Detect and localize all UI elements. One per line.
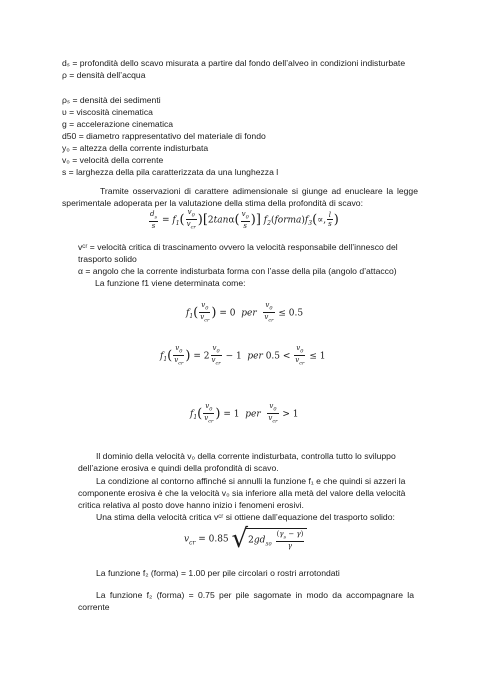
f1-intro: La funzione f1 viene determinata come: <box>95 278 246 288</box>
alpha-definition: α = angolo che la corrente indisturbata forma con l’asse della pila (angolo d’attacco) <box>78 266 397 276</box>
f2-shaped-piers-line-2: corrente <box>78 602 110 612</box>
definition-d50: d50 = diametro rappresentativo del materiale di fondo <box>62 131 266 141</box>
paragraph-2-line-6: Una stima della velocità critica vᶜʳ si ottiene dall’equazione del trasporto solido: <box>96 512 395 522</box>
paragraph-1-line-1: Tramite osservazioni di carattere adimensionale si giunge ad enucleare la legge <box>100 186 418 196</box>
equation-f1-case-1: $f_1$( $\frac{v_0}{v_{cr}}$ ) = 0 per $\frac{v_0}{v_{cr}}$ ≤ 0.5 <box>186 301 304 324</box>
definition-rhos: ρₛ = densità dei sedimenti <box>62 95 161 105</box>
definition-v0: v₀ = velocità della corrente <box>62 155 164 165</box>
definition-rho: ρ = densità dell’acqua <box>62 70 146 80</box>
vcr-definition-line-1: vᶜʳ = velocità critica di trascinamento ovvero la velocità responsabile dell’innesco del <box>78 242 398 252</box>
f2-shaped-piers-line-1: La funzione f₂ (forma) = 0.75 per pile sagomate in modo da accompagnare la <box>96 590 414 600</box>
definition-nu: υ = viscosità cinematica <box>62 107 153 117</box>
paragraph-2-line-3: La condizione al contorno affinché si annulli la funzione f₁ e che quindi si azzeri la <box>96 476 406 486</box>
paragraph-2-line-1: Il dominio della velocità v₀ della corrente indisturbata, controlla tutto lo sviluppo <box>96 451 396 461</box>
definition-g: g = accelerazione cinematica <box>62 119 174 129</box>
paragraph-2-line-4: componente erosiva è che la velocità v₀ sia inferiore alla metà del valore della velocità <box>78 488 406 498</box>
equation-critical-velocity: $v_{cr} = 0.85$ $√2gd_{50}$ $\frac{(\gamma_s - \gamma)}{\gamma}$ <box>184 524 307 554</box>
f2-circular-piers: La funzione f₂ (forma) = 1.00 per pile circolari o rostri arrotondati <box>96 568 340 578</box>
paragraph-2-line-5: critica relativa al posto dove hanno inizio i fenomeni erosivi. <box>78 500 304 510</box>
definition-ds: dₛ = profondità dello scavo misurata a partire dal fondo dell’alveo in condizioni indisturbate <box>62 58 406 68</box>
vcr-definition-line-2: trasporto solido <box>78 254 137 264</box>
equation-f1-case-3: $f_1$( $\frac{v_0}{v_{cr}}$ ) = 1 per $\frac{v_0}{v_{cr}}$ > 1 <box>190 402 299 425</box>
definition-y0: y₀ = altezza della corrente indisturbata <box>62 143 209 153</box>
paragraph-1-line-2: sperimentale adoperata per la valutazione della stima della profondità di scavo: <box>62 198 363 208</box>
equation-f1-case-2: $f_1$( $\frac{v_0}{v_{cr}}$ ) = 2 $\frac{v_0}{v_{cr}}$ − 1 per 0.5 < $\frac{v_0}{v_{cr}}$ ≤ 1 <box>160 344 326 367</box>
definition-s: s = larghezza della pila caratterizzata da una lunghezza l <box>62 167 279 177</box>
equation-scour-depth: $\frac{d_s}{s}$ = $f_1$( $\frac{v_0}{v_{cr}}$ )[2tanα( $\frac{v_0}{s}$ )] $f_2(forma)f_3(\propto$, $\frac{l}{s}$ ) <box>150 208 339 231</box>
paragraph-2-line-2: dell’azione erosiva e quindi della profondità di scavo. <box>78 463 279 473</box>
